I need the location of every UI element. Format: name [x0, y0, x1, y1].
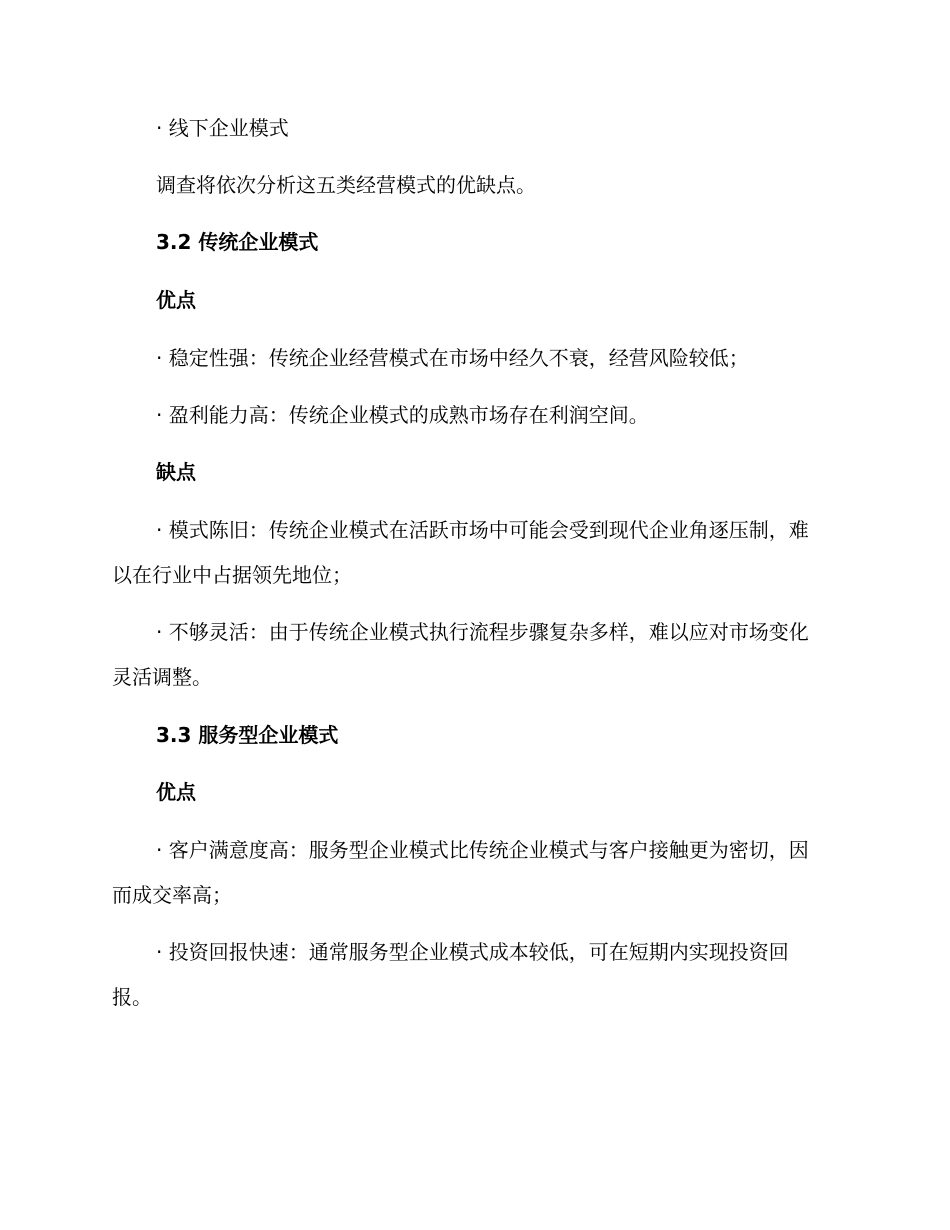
subheading-advantages: 优点 — [156, 780, 196, 804]
list-item: · 不够灵活：由于传统企业模式执行流程步骤复杂多样，难以应对市场变化灵活调整。 — [112, 620, 809, 689]
section-heading: 3.2 传统企业模式 — [156, 230, 319, 254]
list-item: · 投资回报快速：通常服务型企业模式成本较低，可在短期内实现投资回报。 — [112, 940, 789, 1009]
list-item: · 模式陈旧：传统企业模式在活跃市场中可能会受到现代企业角逐压制，难以在行业中占据领先地位； — [112, 518, 809, 587]
list-item: · 稳定性强：传统企业经营模式在市场中经久不衰，经营风险较低； — [156, 346, 749, 370]
list-item: · 线下企业模式 — [156, 116, 289, 140]
body-paragraph: 调查将依次分析这五类经营模式的优缺点。 — [156, 173, 536, 197]
subheading-advantages: 优点 — [156, 288, 196, 312]
section-heading: 3.3 服务型企业模式 — [156, 723, 339, 747]
list-item: · 客户满意度高：服务型企业模式比传统企业模式与客户接触更为密切，因而成交率高； — [112, 838, 809, 907]
list-item: · 盈利能力高：传统企业模式的成熟市场存在利润空间。 — [156, 403, 649, 427]
subheading-disadvantages: 缺点 — [156, 460, 196, 484]
